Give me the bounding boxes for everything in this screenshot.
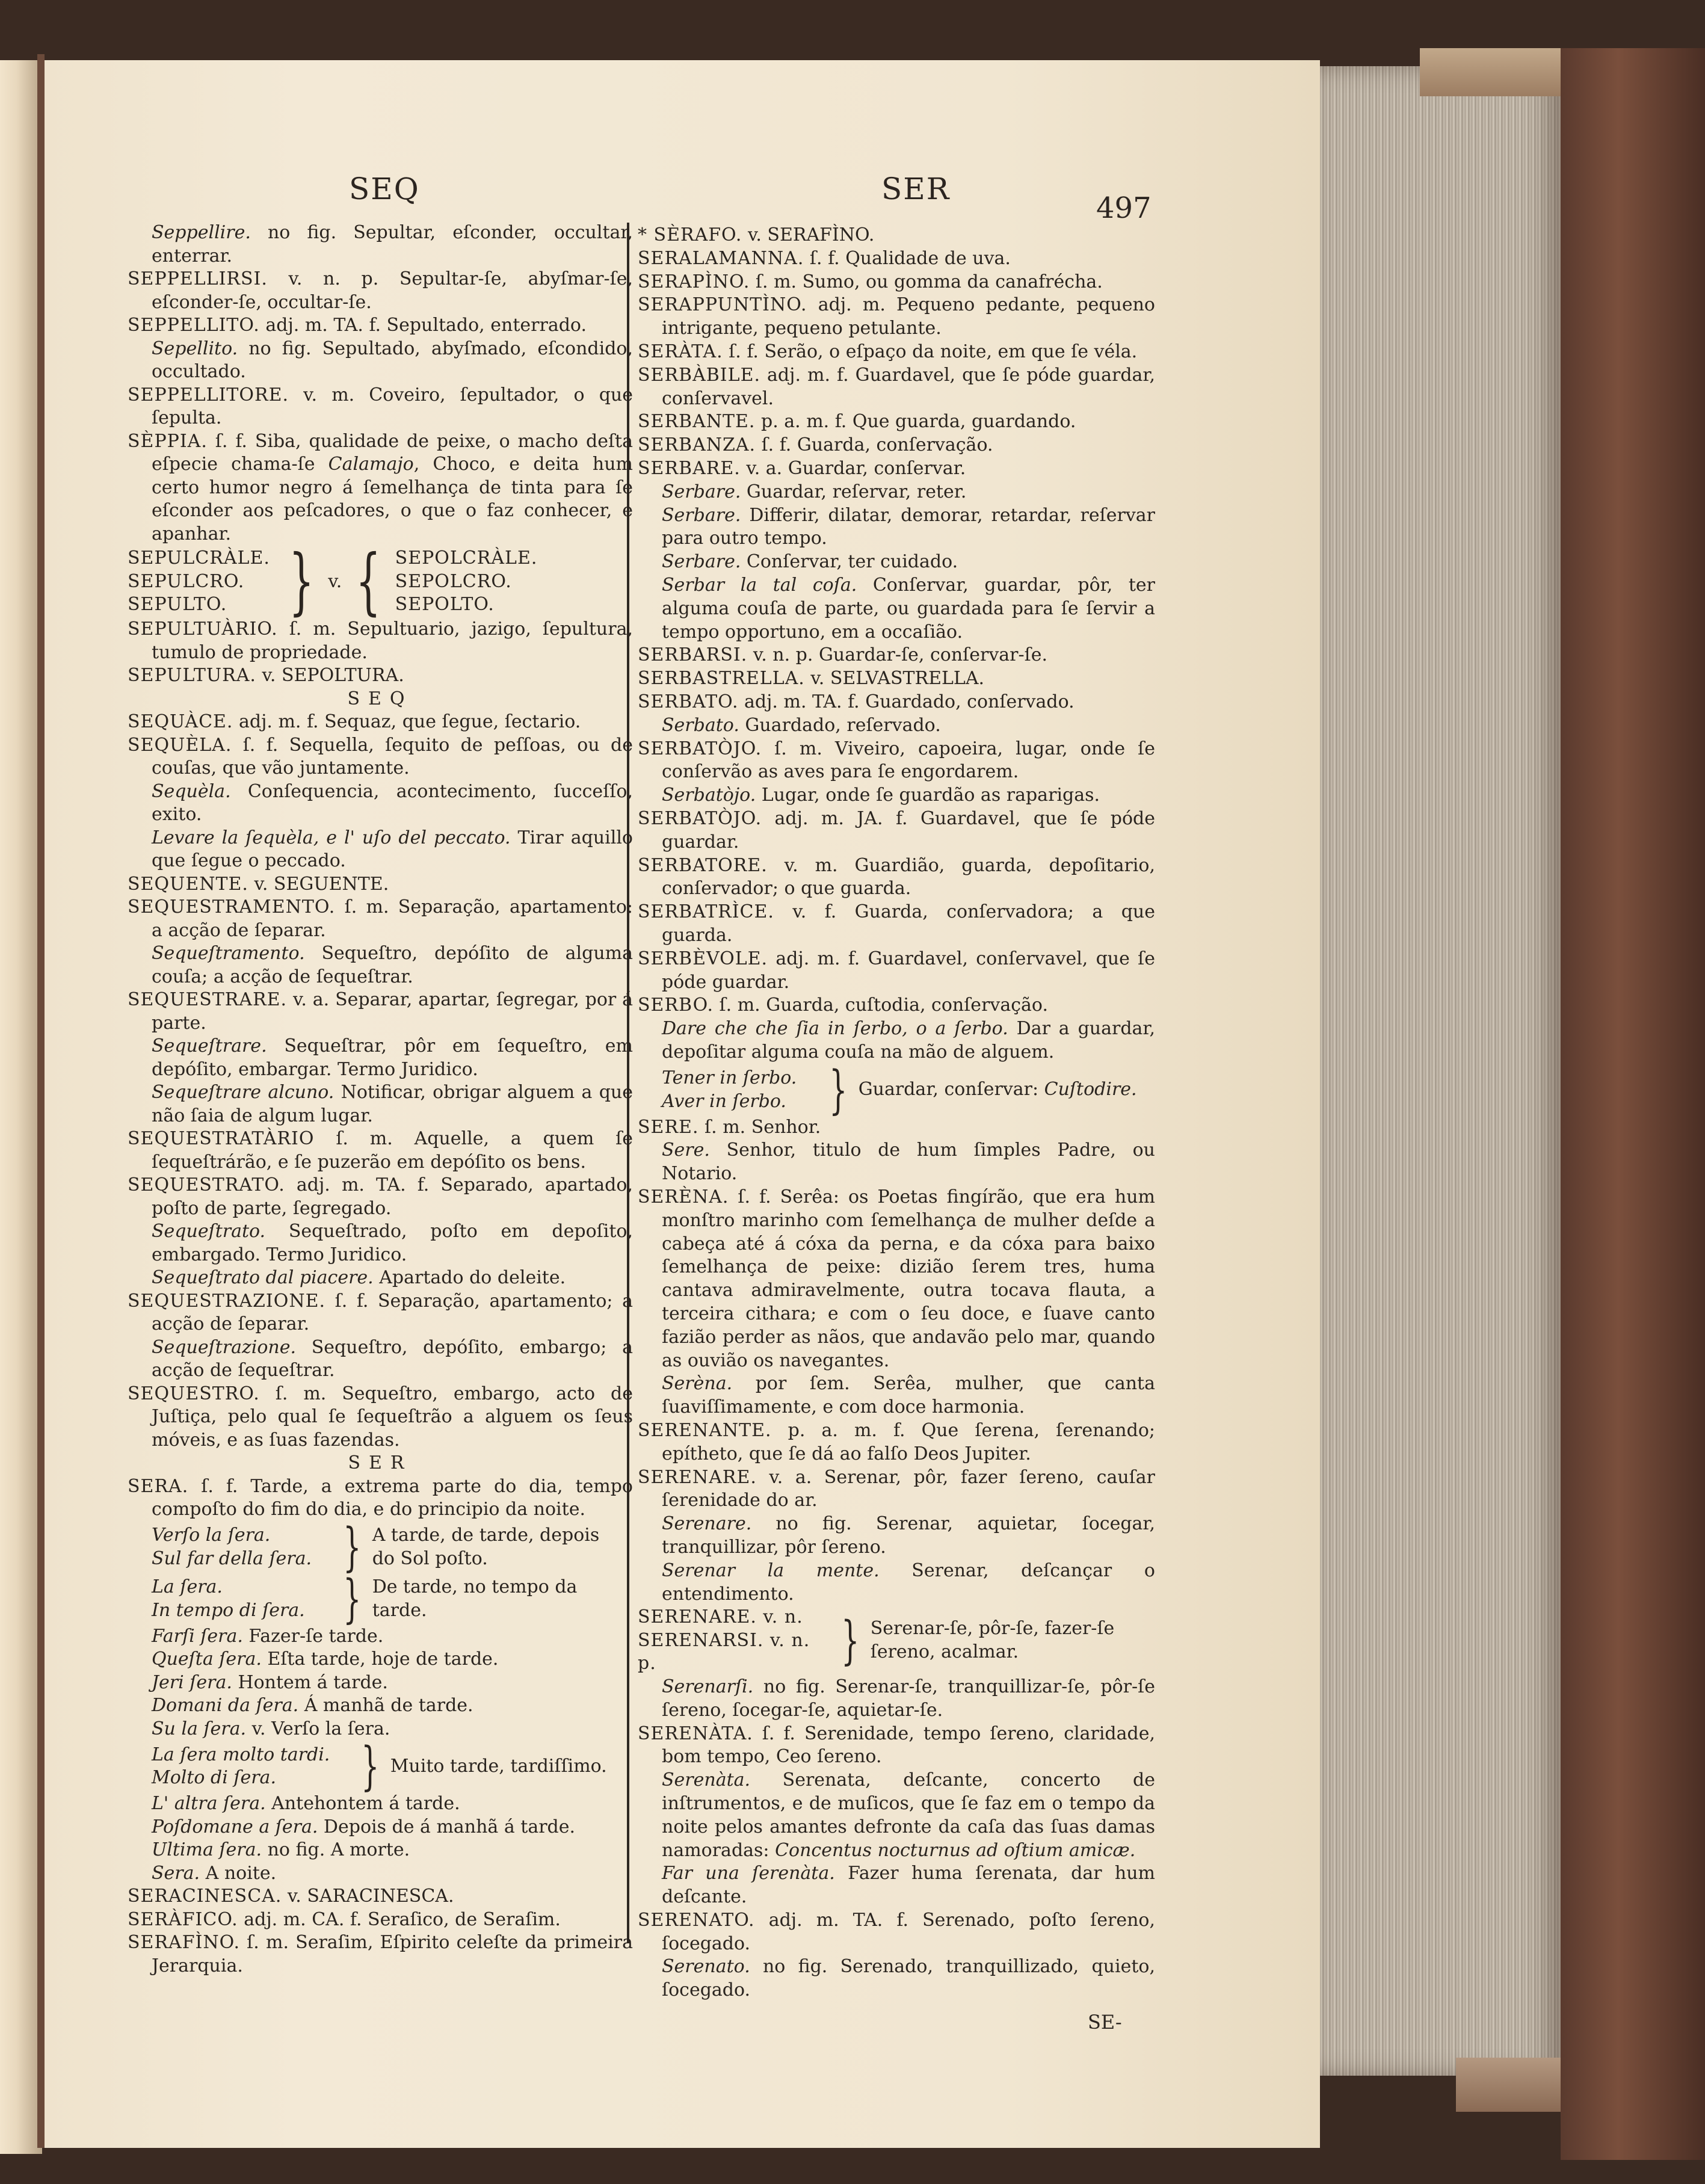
entry-definition-cont: , Choco, e deita hum certo humor negro á ſemelhança de tinta para ſe eſconder aos peſcadores, o que o faz conhecer, e apanhar. <box>152 454 633 544</box>
entry-headword: SERÈNA. <box>638 1186 729 1208</box>
entry-translation: no fig. A morte. <box>262 1839 410 1860</box>
molto-left-2: Molto di ſera. <box>152 1767 276 1788</box>
entry-headword: SERBATRÌCE. <box>638 901 774 923</box>
entry-headword: SERBÀBILE. <box>638 364 761 386</box>
dictionary-entry <box>128 1694 633 1718</box>
entry-definition: ſ. m. Seraſim, Eſpirito celeſte da primeira Jerarquia. <box>152 1932 633 1976</box>
dictionary-entry <box>638 341 1155 364</box>
sepulcrale-left-3: SEPULTO. <box>128 594 227 615</box>
entry-headword: SEPULTUÀRIO. <box>128 618 278 640</box>
sepulcrale-right-1: SEPOLCRÀLE. <box>395 548 538 569</box>
dictionary-entry <box>128 221 633 268</box>
section-heading-seq: SEQ <box>347 688 413 709</box>
entry-translation: Fazer huma ſerenata, dar hum deſcante. <box>662 1863 1155 1908</box>
dictionary-entry <box>128 664 633 688</box>
entry-translation: Dar a guardar, depoſitar alguma couſa na mão de alguem. <box>662 1018 1155 1063</box>
dictionary-entry <box>638 1862 1155 1909</box>
entry-headword: SEQUÈLA. <box>128 734 232 756</box>
dictionary-entry <box>638 691 1155 714</box>
entry-example: Farſi ſera. <box>152 1625 243 1647</box>
entry-headword: SERALAMANNA. <box>638 247 804 269</box>
dictionary-entry <box>128 1839 633 1862</box>
dictionary-entry <box>638 410 1155 434</box>
dictionary-entry <box>638 1513 1155 1559</box>
entry-headword: SERÀFICO. <box>128 1908 238 1930</box>
dictionary-entry <box>128 896 633 942</box>
dictionary-entry <box>128 1081 633 1127</box>
entry-translation: no fig. Serenar-ſe, tranquillizar-ſe, pôr-ſe ſereno, ſocegar-ſe, aquietar-ſe. <box>662 1676 1155 1721</box>
entry-definition: adj. m. JA. f. Guardavel, que ſe póde guardar. <box>662 807 1155 853</box>
brace-icon: } <box>343 1517 362 1578</box>
entry-headword: SEPULTURA. <box>128 665 256 686</box>
entry-definition: v. f. Guarda, conſervadora; a que guarda. <box>662 901 1155 946</box>
dictionary-entry <box>638 1139 1155 1186</box>
right-entries-b <box>638 1116 1155 1606</box>
facing-page-edge <box>0 60 42 2154</box>
page-block-edge <box>1320 66 1561 2076</box>
entry-definition: p. a. m. f. Que guarda, guardando. <box>755 411 1076 433</box>
entry-translation: Sequeſtrado, poſto em depoſito, embargado. Termo Juridico. <box>152 1221 633 1265</box>
entry-translation: Guardar, reſervar, reter. <box>741 481 967 502</box>
entry-translation: no fig. Sepultar, eſconder, occultar, enterrar. <box>152 222 633 267</box>
molto-tardi-group <box>128 1736 633 1797</box>
dictionary-entry <box>638 1116 1155 1140</box>
brace-icon: } <box>361 1736 380 1797</box>
entry-translation: Lugar, onde ſe guardão as raparigas. <box>756 785 1100 806</box>
left-column <box>128 221 633 1978</box>
dictionary-entry <box>638 738 1155 785</box>
entry-headword: SEQUENTE. <box>128 873 248 895</box>
dictionary-entry <box>128 780 633 827</box>
entry-headword: SERENARE. <box>638 1466 757 1488</box>
dictionary-entry <box>128 268 633 314</box>
dictionary-entry <box>638 994 1155 1017</box>
entry-translation: Conſervar, ter cuidado. <box>741 551 958 573</box>
entry-definition: ſ. f. Tarde, a extrema parte do dia, tempo compoſto do fim do dia, e do principio da noite. <box>152 1475 633 1520</box>
dictionary-entry <box>638 294 1155 341</box>
entry-example: Su la ſera. <box>152 1718 247 1739</box>
entry-example: Levare la ſequèla, e l' uſo del peccato. <box>152 827 511 848</box>
la-sera-group <box>128 1569 633 1629</box>
entry-headword: SEPPELLITORE. <box>128 384 289 406</box>
entry-example: Dare che che ſia in ſerbo, o a ſerbo. <box>662 1018 1008 1040</box>
sepulcrale-left-2: SEPULCRO. <box>128 570 245 592</box>
entry-headword: SERE. <box>638 1116 699 1138</box>
entry-example: Calamajo <box>328 454 414 475</box>
dictionary-entry <box>128 711 633 734</box>
entry-headword: SERBÈVOLE. <box>638 948 768 969</box>
serenare-right: Serenar-ſe, pôr-ſe, fazer-ſe ſereno, acalmar. <box>870 1618 1115 1663</box>
dictionary-entry <box>638 1723 1155 1769</box>
entry-translation: Hontem á tarde. <box>232 1671 388 1693</box>
entry-definition: ſ. f. Serenidade, tempo ſereno, claridade, bom tempo, Ceo ſereno. <box>662 1723 1155 1768</box>
dictionary-entry <box>128 1266 633 1290</box>
entry-translation: Serenar, deſcançar o entendimento. <box>662 1559 1155 1605</box>
dictionary-entry <box>638 948 1155 995</box>
entry-definition: ſ. m. Senhor. <box>698 1116 821 1138</box>
dictionary-entry <box>128 338 633 384</box>
entry-translation: Sequeſtro, depóſito de alguma couſa; a acção de ſequeſtrar. <box>152 943 633 987</box>
entry-translation: no fig. Serenar, aquietar, ſocegar, tranquillizar, pôr ſereno. <box>662 1513 1155 1558</box>
dictionary-entry <box>128 989 633 1035</box>
sepulcrale-see: v. <box>328 570 342 592</box>
molto-right: Muito tarde, tardiſſimo. <box>390 1755 607 1777</box>
entry-example: Sequeſtrato dal piacere. <box>152 1267 374 1288</box>
entry-definition: ſ. f. Siba, qualidade de peixe, o macho deſta eſpecie chama-ſe <box>152 430 633 475</box>
entry-definition: v. SEGUENTE. <box>248 873 389 895</box>
entry-headword: SERBO. <box>638 995 714 1016</box>
entry-definition: ſ. f. Serêa: os Poetas fingírão, que era hum monſtro marinho com ſemelhança de mulher deſde a cabeça até á cóxa da perna, e da cóxa para baixo ſemelhança de peixe: dizião ſerem tres, huma cantava admiravelmente, outra tocava flauta, a terceira cithara; e com o ſeu doce, e ſuave canto fazião perder as nãos, que andavão pelo mar, quando as ouvião os navegantes. <box>662 1186 1155 1371</box>
running-head-right: SER <box>881 171 951 206</box>
verso-left-2: Sul far della ſera. <box>152 1547 312 1569</box>
entry-headword: SERAPÌNO. <box>638 271 750 292</box>
left-entries-d <box>128 1475 633 1522</box>
entry-headword: * SÈRAFO. <box>638 224 742 245</box>
entry-example: Poſdomane a ſera. <box>152 1816 318 1837</box>
dictionary-entry <box>128 1718 633 1741</box>
entry-translation: Senhor, titulo de hum ſimples Padre, ou Notario. <box>662 1140 1155 1185</box>
dictionary-entry <box>638 1017 1155 1064</box>
catchword: SE- <box>1088 2011 1122 2034</box>
dictionary-entry <box>128 384 633 430</box>
dictionary-entry <box>638 364 1155 411</box>
verso-la-sera-group <box>128 1517 633 1578</box>
entry-latin: Concentus nocturnus ad oſtium amicæ. <box>769 1839 1136 1861</box>
entry-example: Serbare. <box>662 551 741 573</box>
entry-example: Serbar la tal coſa. <box>662 574 857 596</box>
entry-definition: ſ. m. Sumo, ou gomma da canafrécha. <box>750 271 1103 292</box>
entry-definition: adj. m. TA. f. Serenado, poſto ſereno, ſocegado. <box>662 1909 1155 1954</box>
entry-example: Serèna. <box>662 1373 733 1395</box>
tener-right-latin: Cuſtodire. <box>1038 1079 1137 1100</box>
entry-headword: SEQUESTRATÀRIO <box>128 1128 315 1149</box>
dictionary-entry <box>128 1220 633 1266</box>
entry-definition: adj. m. TA. f. Sepultado, enterrado. <box>259 315 587 336</box>
tener-right-text: Guardar, conſervar: <box>858 1079 1039 1100</box>
brace-icon: } <box>841 1611 860 1671</box>
dictionary-entry <box>128 1174 633 1220</box>
entry-headword: SERAFÌNO. <box>128 1932 240 1953</box>
entry-translation: no fig. Sepultado, abyſmado, eſcondido, occultado. <box>152 338 633 382</box>
dictionary-entry <box>638 901 1155 948</box>
entry-definition: ſ. f. Separação, apartamento; a acção de ſeparar. <box>152 1290 633 1334</box>
entry-example: Serenare. <box>662 1513 752 1535</box>
dictionary-entry <box>638 1769 1155 1862</box>
dictionary-entry <box>128 1862 633 1886</box>
dictionary-entry <box>638 644 1155 667</box>
entry-headword: SERBARE. <box>638 457 741 479</box>
entry-definition: v. SERAFÌNO. <box>742 224 875 245</box>
left-entries-c <box>128 711 633 1452</box>
entry-translation: Sequeſtrar, pôr em ſequeſtro, em depóſito, embargar. Termo Juridico. <box>152 1035 633 1080</box>
entry-headword: SERENATO. <box>638 1909 755 1931</box>
dictionary-entry <box>128 1885 633 1908</box>
entry-example: Serbato. <box>662 714 739 736</box>
entry-definition: v. a. Serenar, pôr, fazer ſereno, cauſar ſerenidade do ar. <box>662 1466 1155 1511</box>
entry-headword: SERA. <box>128 1475 189 1497</box>
brace-icon: { <box>356 540 381 623</box>
entry-definition: v. SELVASTRELLA. <box>804 668 985 689</box>
dictionary-entry <box>128 942 633 989</box>
entry-definition: p. a. m. f. Que ſerena, ſerenando; epítheto, que ſe dá ao falſo Deos Jupiter. <box>662 1420 1155 1464</box>
cover-bottom-corner <box>1456 2058 1576 2112</box>
entry-translation: Tirar aquillo que ſegue o peccado. <box>152 827 633 871</box>
dictionary-entry <box>638 667 1155 691</box>
sepulcrale-right-3: SEPOLTO. <box>395 594 495 615</box>
entry-definition: adj. m. TA. f. Separado, apartado, poſto de parte, ſegregado. <box>152 1174 633 1219</box>
tener-in-serbo-group <box>638 1060 1155 1120</box>
entry-translation: Guardado, reſervado. <box>739 714 941 736</box>
dictionary-entry <box>638 1559 1155 1606</box>
dictionary-entry <box>128 1671 633 1695</box>
entry-definition: ſ. m. Aquelle, a quem ſe ſequeſtrárão, e ſe puzerão em depóſito os bens. <box>152 1128 633 1173</box>
entry-example: Serbatòjo. <box>662 785 756 806</box>
dictionary-entry <box>128 1290 633 1336</box>
entry-translation: Antehontem á tarde. <box>265 1793 460 1814</box>
entry-definition: adj. m. CA. f. Seraſico, de Seraſim. <box>238 1908 561 1930</box>
entry-translation: Eſta tarde, hoje de tarde. <box>261 1649 499 1670</box>
entry-definition: ſ. f. Sequella, ſequito de peſſoas, ou de couſas, que vão juntamente. <box>152 734 633 779</box>
entry-definition: ſ. f. Qualidade de uva. <box>804 247 1011 269</box>
entry-definition: ſ. m. Sequeſtro, embargo, acto de Juſtiça, pelo qual ſe ſequeſtrão a alguem os ſeus móveis, e as ſuas fazendas. <box>152 1383 633 1451</box>
lasera-right: De tarde, no tempo da tarde. <box>372 1576 578 1621</box>
lasera-left-2: In tempo di ſera. <box>152 1599 305 1621</box>
entry-example: Sequeſtrare alcuno. <box>152 1082 335 1103</box>
brace-icon: } <box>829 1060 848 1120</box>
entry-headword: SERBATÒJO. <box>638 738 762 759</box>
dictionary-entry <box>638 1372 1155 1419</box>
entry-translation: Differir, dilatar, demorar, retardar, reſervar para outro tempo. <box>662 504 1155 549</box>
entry-headword: SERBANZA. <box>638 434 756 456</box>
entry-headword: SERBASTRELLA. <box>638 668 805 689</box>
book-gutter <box>37 54 45 2148</box>
entry-definition: v. SARACINESCA. <box>282 1886 454 1907</box>
entry-translation: Apartado do deleite. <box>373 1267 566 1288</box>
dictionary-entry <box>638 1186 1155 1372</box>
dictionary-entry <box>638 551 1155 574</box>
entry-definition: v. m. Coveiro, ſepultador, o que ſepulta. <box>152 384 633 428</box>
entry-translation: Conſequencia, acontecimento, ſucceſſo, exito. <box>152 780 633 825</box>
entry-translation: por ſem. Serêa, mulher, que canta ſuaviſſimamente, e com doce harmonia. <box>662 1373 1155 1418</box>
entry-example: Domani da ſera. <box>152 1695 299 1716</box>
sepulcrale-left-1: SEPULCRÀLE. <box>128 548 270 569</box>
dictionary-entry <box>128 1792 633 1816</box>
entry-headword: SERAPPUNTÌNO. <box>638 294 807 316</box>
tener-right <box>859 1078 1137 1102</box>
entry-translation: no fig. Serenado, tranquillizado, quieto, ſocegado. <box>662 1956 1155 2001</box>
entry-example: L' altra ſera. <box>152 1793 266 1814</box>
entry-headword: SERACINESCA. <box>128 1886 282 1907</box>
entry-example: Serenàta. <box>662 1769 751 1791</box>
dictionary-entry <box>638 854 1155 901</box>
verso-left-1: Verſo la ſera. <box>152 1525 271 1546</box>
lasera-left-1: La ſera. <box>152 1576 223 1597</box>
dictionary-entry <box>128 1383 633 1452</box>
entry-headword: SERBATORE. <box>638 854 768 876</box>
entry-headword: SERBATÒJO. <box>638 807 762 829</box>
entry-definition: adj. m. f. Sequaz, que ſegue, ſectario. <box>233 711 581 732</box>
entry-example: Serenato. <box>662 1956 750 1978</box>
serenare-vn-group <box>638 1606 1155 1676</box>
entry-example: Sequeſtrato. <box>152 1221 266 1242</box>
entry-translation: A noite. <box>200 1862 277 1884</box>
left-entries-f <box>128 1792 633 1978</box>
dictionary-entry <box>638 784 1155 807</box>
dictionary-entry <box>638 1909 1155 1956</box>
entry-definition: ſ. f. Serão, o eſpaço da noite, em que ſe véla. <box>723 341 1138 362</box>
dictionary-entry <box>638 1419 1155 1466</box>
entry-example: Sera. <box>152 1862 200 1884</box>
entry-translation: Depois de á manhã á tarde. <box>318 1816 576 1837</box>
entry-headword: SEPPELLIRSI. <box>128 268 268 289</box>
entry-definition: ſ. m. Guarda, cuſtodia, conſervação. <box>714 995 1048 1016</box>
entry-headword: SEQUÀCE. <box>128 711 233 732</box>
tener-left-2: Aver in ſerbo. <box>662 1090 786 1112</box>
dictionary-entry <box>128 1648 633 1671</box>
running-head-left: SEQ <box>349 171 420 206</box>
entry-example: Ultima ſera. <box>152 1839 262 1860</box>
dictionary-entry <box>128 734 633 780</box>
dictionary-entry <box>638 247 1155 271</box>
dictionary-entry <box>128 618 633 664</box>
dictionary-entry <box>128 873 633 896</box>
entry-definition: v. a. Separar, apartar, ſegregar, por á parte. <box>152 989 633 1034</box>
brace-icon: } <box>289 540 315 623</box>
entry-translation: Sequeſtro, depóſito, embargo; a acção de ſequeſtrar. <box>152 1336 633 1381</box>
serenare-left-1: SERENARE. v. n. <box>638 1606 803 1628</box>
page-number: 497 <box>1096 191 1152 225</box>
entry-definition: v. SEPOLTURA. <box>256 665 404 686</box>
dictionary-entry <box>128 430 633 546</box>
left-entries-e <box>128 1625 633 1741</box>
entry-headword: SERENÀTA. <box>638 1723 753 1744</box>
entry-example: Sere. <box>662 1140 710 1161</box>
dictionary-entry <box>638 1466 1155 1513</box>
left-entries-a <box>128 221 633 546</box>
right-entries-a <box>638 224 1155 1064</box>
entry-definition: v. m. Guardião, guarda, depoſitario, conſervador; o que guarda. <box>662 854 1155 899</box>
entry-definition: ſ. f. Guarda, conſervação. <box>756 434 993 456</box>
entry-translation: Notificar, obrigar alguem a que não ſaia de algum lugar. <box>152 1082 633 1126</box>
book-cover <box>1561 48 1705 2160</box>
dictionary-entry <box>128 1931 633 1978</box>
entry-example: Sequèla. <box>152 780 231 802</box>
entry-example: Serenarſi. <box>662 1676 754 1697</box>
entry-headword: SERBANTE. <box>638 411 756 433</box>
entry-example: Serbare. <box>662 504 741 526</box>
right-entries-c <box>638 1676 1155 2002</box>
entry-translation: Á manhã de tarde. <box>298 1695 473 1716</box>
entry-definition: v. n. p. Sepultar-ſe, abyſmar-ſe, eſconder-ſe, occultar-ſe. <box>152 268 633 313</box>
sepulcrale-group <box>128 540 633 623</box>
entry-headword: SERÀTA. <box>638 341 723 362</box>
dictionary-entry <box>638 271 1155 294</box>
dictionary-entry <box>638 574 1155 644</box>
entry-example: Queſta ſera. <box>152 1649 262 1670</box>
dictionary-entry <box>638 434 1155 457</box>
molto-left-1: La ſera molto tardi. <box>152 1744 330 1765</box>
dictionary-entry <box>128 1127 633 1174</box>
entry-definition: ſ. m. Sepultuario, jazigo, ſepultura, tumulo de propriedade. <box>152 618 633 663</box>
dictionary-entry <box>128 1336 633 1383</box>
entry-example: Serbare. <box>662 481 741 502</box>
verso-right: A tarde, de tarde, depois do Sol poſto. <box>372 1525 600 1569</box>
entry-definition: adj. m. f. Guardavel, que ſe póde guardar, conſervavel. <box>662 364 1155 409</box>
entry-definition: adj. m. f. Guardavel, conſervavel, que ſe póde guardar. <box>662 948 1155 993</box>
entry-example: Sequeſtrare. <box>152 1035 267 1057</box>
dictionary-entry <box>128 1625 633 1649</box>
entry-headword: SERBARSI. <box>638 644 748 666</box>
dictionary-entry <box>638 714 1155 738</box>
entry-definition: ſ. m. Separação, apartamento: a acção de ſeparar. <box>152 896 633 941</box>
entry-definition: v. n. p. Guardar-ſe, conſervar-ſe. <box>747 644 1048 666</box>
dictionary-entry <box>638 224 1155 247</box>
entry-example: Far una ſerenàta. <box>662 1863 835 1884</box>
left-entries-b <box>128 618 633 688</box>
sepulcrale-right-2: SEPOLCRO. <box>395 570 512 592</box>
entry-definition: adj. m. Pequeno pedante, pequeno intrigante, pequeno petulante. <box>662 294 1155 339</box>
entry-translation: Fazer-ſe tarde. <box>242 1625 384 1647</box>
entry-definition: v. a. Guardar, conſervar. <box>740 457 966 479</box>
dictionary-entry <box>128 1035 633 1081</box>
entry-example: Seppellire. <box>152 222 251 243</box>
entry-example: Jeri ſera. <box>152 1671 232 1693</box>
tener-left-1: Tener in ſerbo. <box>662 1067 797 1089</box>
entry-translation: Serenata, deſcante, concerto de inſtrumentos, e de muſicos, que ſe faz em o tempo da noite pelos amantes defronte da caſa das ſuas damas namoradas: <box>662 1769 1155 1861</box>
right-column <box>638 224 1155 2002</box>
dictionary-entry <box>128 1475 633 1522</box>
entry-example: Sepellito. <box>152 338 238 359</box>
entry-headword: SEQUESTRAMENTO. <box>128 896 336 918</box>
entry-headword: SEQUESTRARE. <box>128 989 288 1010</box>
dictionary-entry <box>128 314 633 338</box>
brace-icon: } <box>343 1569 362 1629</box>
dictionary-entry <box>638 807 1155 854</box>
dictionary-entry <box>128 1908 633 1932</box>
dictionary-entry <box>638 481 1155 504</box>
dictionary-entry <box>638 457 1155 481</box>
section-heading-ser: SER <box>348 1452 413 1473</box>
dictionary-entry <box>128 1816 633 1839</box>
entry-headword: SERBATO. <box>638 691 739 712</box>
entry-example: Sequeſtrazione. <box>152 1336 297 1358</box>
entry-definition: ſ. m. Viveiro, capoeira, lugar, onde ſe conſervão as aves para ſe engordarem. <box>662 738 1155 783</box>
dictionary-entry <box>638 504 1155 551</box>
entry-headword: SEPPELLITO. <box>128 315 260 336</box>
entry-headword: SEQUESTRO. <box>128 1383 260 1404</box>
entry-translation: v. Verſo la ſera. <box>246 1718 390 1739</box>
serenare-left-2: SERENARSI. v. n. p. <box>638 1629 810 1674</box>
entry-headword: SEQUESTRAZIONE. <box>128 1290 326 1312</box>
dictionary-entry <box>638 1955 1155 2002</box>
dictionary-entry <box>638 1676 1155 1723</box>
entry-headword: SEQUESTRATO. <box>128 1174 285 1195</box>
dictionary-entry <box>128 827 633 873</box>
entry-example: Sequeſtramento. <box>152 943 305 964</box>
entry-example: Serenar la mente. <box>662 1559 880 1581</box>
entry-definition: adj. m. TA. f. Guardado, conſervado. <box>738 691 1074 712</box>
entry-headword: SERENANTE. <box>638 1420 772 1442</box>
entry-headword: SÈPPIA. <box>128 430 208 452</box>
entry-translation: Conſervar, guardar, pôr, ter alguma couſa de parte, ou guardada para ſe ſervir a tempo opportuno, em a occaſião. <box>662 574 1156 643</box>
